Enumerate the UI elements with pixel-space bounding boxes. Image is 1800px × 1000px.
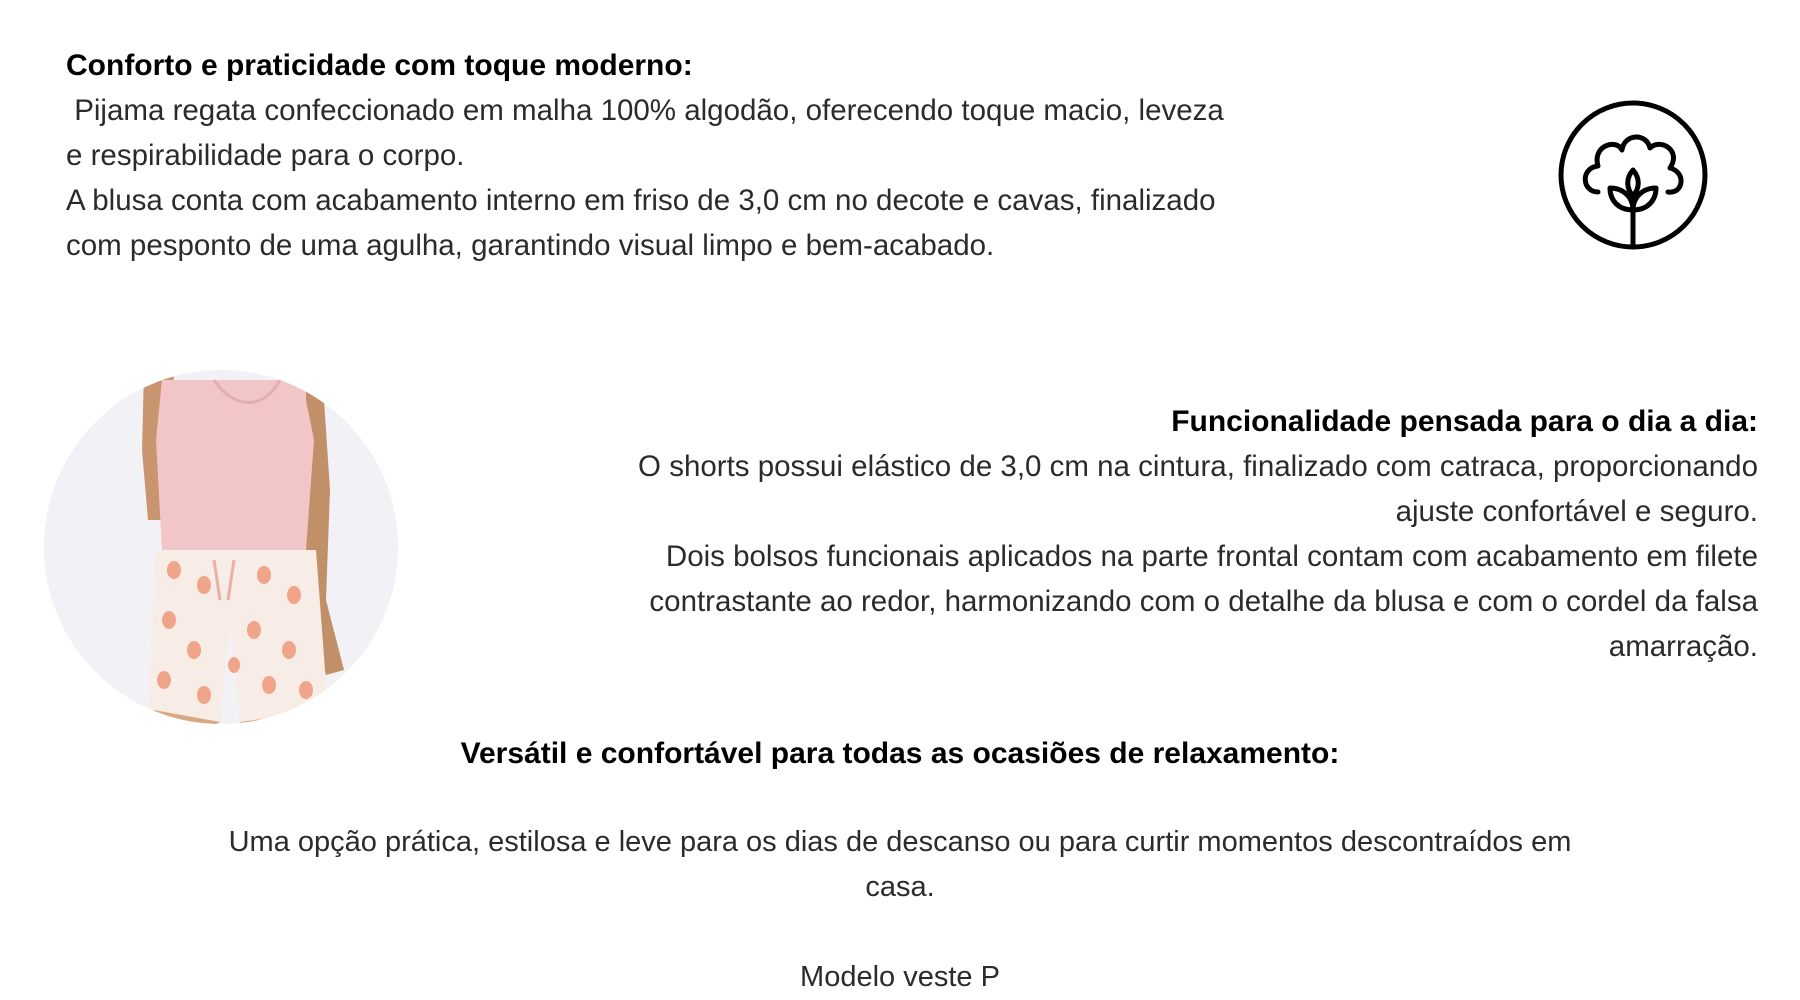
section-functionality-heading: Funcionalidade pensada para o dia a dia: (1171, 405, 1758, 438)
section-versatile-line: Uma opção prática, estilosa e leve para os dias de descanso ou para curtir momentos descontraídos em (228, 826, 1572, 858)
section-comfort (66, 44, 1446, 268)
section-comfort-line: A blusa conta com acabamento interno em friso de 3,0 cm no decote e cavas, finalizado (66, 184, 1216, 217)
section-comfort-line: com pesponto de uma agulha, garantindo visual limpo e bem-acabado. (66, 229, 995, 262)
section-comfort-line: Pijama regata confeccionado em malha 100% algodão, oferecendo toque macio, leveza (66, 94, 1224, 127)
cotton-flower-icon (1558, 100, 1708, 250)
section-functionality-line: contrastante ao redor, harmonizando com o detalhe da blusa e com o cordel da falsa (649, 585, 1758, 618)
section-functionality-line: ajuste confortável e seguro. (1395, 495, 1758, 528)
section-functionality (418, 400, 1758, 669)
section-functionality-line: O shorts possui elástico de 3,0 cm na cintura, finalizado com catraca, proporcionando (638, 450, 1758, 483)
section-versatile (0, 732, 1800, 1000)
section-functionality-line: Dois bolsos funcionais aplicados na parte frontal contam com acabamento em filete (665, 540, 1758, 573)
model-photo (44, 370, 398, 724)
model-size-note: Modelo veste P (800, 961, 1000, 993)
section-functionality-line: amarração. (1608, 630, 1758, 663)
section-versatile-line: casa. (865, 871, 935, 903)
section-comfort-line: e respirabilidade para o corpo. (66, 139, 465, 172)
section-comfort-heading: Conforto e praticidade com toque moderno: (66, 49, 693, 82)
section-versatile-heading: Versátil e confortável para todas as ocasiões de relaxamento: (460, 737, 1340, 770)
